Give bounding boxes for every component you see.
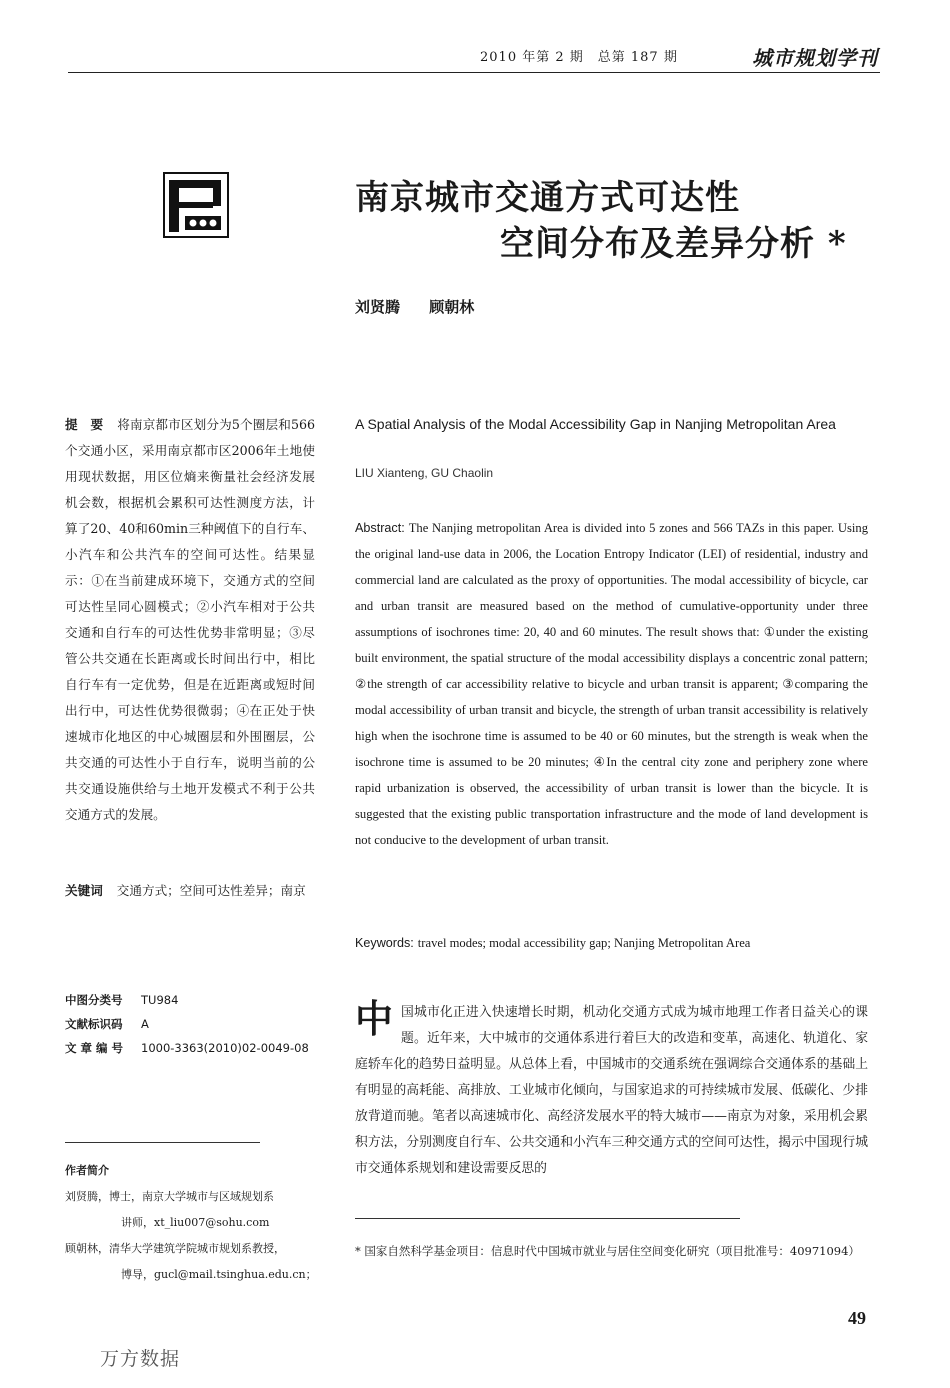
author-bio-2: 顾朝林，清华大学建筑学院城市规划系教授，	[65, 1242, 285, 1255]
journal-logo-icon	[163, 172, 229, 238]
author-bio-1: 刘贤腾，博士，南京大学城市与区域规划系	[65, 1190, 274, 1203]
watermark: 万方数据	[100, 1348, 181, 1370]
author-2: 顾朝林	[429, 298, 475, 316]
clc-row: 中图分类号 TU984	[65, 993, 179, 1007]
chinese-keywords	[65, 878, 315, 904]
author-bio-1-contact: 讲师，xt_liu007@sohu.com	[121, 1216, 270, 1229]
page-number: 49	[848, 1308, 866, 1328]
body-text: 国城市化正进入快速增长时期，机动化交通方式成为城市地理工作者日益关心的课题。近年来，大中城市的交通体系进行着巨大的改造和变革，高速化、轨道化、家庭轿车化的趋势日益明显。从总体上看，中国城市的交通系统在强调综合交通体系的基础上有明显的高耗能、高排放、工业城市化倾向，与国家追求的可持续城市发展、低碳化、少排放背道而驰。笔者以高速城市化、高经济发展水平的特大城市——南京为对象，采用机会累积方法，分别测度自行车、公共交通和小汽车三种交通方式的空间可达性，揭示中国现行城市交通体系规划和建设需要反思的	[355, 1005, 868, 1176]
keywords-label-en: Keywords:	[355, 936, 414, 950]
drop-cap: 中	[355, 996, 394, 1041]
issue-info: 2010 年第 2 期 总第 187 期	[480, 50, 678, 65]
english-authors: LIU Xianteng, GU Chaolin	[355, 466, 494, 480]
abstract-label-en: Abstract:	[355, 521, 405, 535]
author-bio-heading: 作者简介	[65, 1164, 109, 1177]
abstract-text-cn: 将南京都市区划分为5个圈层和566个交通小区，采用南京都市区2006年土地使用现状数据，用区位熵来衡量社会经济发展机会数，根据机会累积可达性测度方法，计算了20、40和60min三种阈值下的自行车、小汽车和公共汽车的空间可达性。结果显示：①在当前建成环境下，交通方式的空间可达性呈同心圆模式；②小汽车相对于公共交通和自行车的可达性优势非常明显；③尽管公共交通在长距离或长时间出行中，相比自行车有一定优势，但是在近距离或短时间出行中，可达性优势很微弱；④在正处于快速城市化地区的中心城圈层和外围圈层，公共交通的可达性小于自行车，说明当前的公共交通设施供给与土地开发模式不利于公共交通方式的发展。	[65, 417, 315, 822]
body-paragraph	[355, 996, 868, 1182]
header-rule	[68, 72, 880, 73]
keywords-text-en: travel modes; modal accessibility gap; Nanjing Metropolitan Area	[417, 936, 751, 950]
article-number-row: 文 章 编 号 1000-3363(2010)02-0049-08	[65, 1041, 309, 1055]
doc-code-row: 文献标识码 A	[65, 1017, 149, 1031]
journal-name: 城市规划学刊	[752, 46, 878, 70]
english-title: A Spatial Analysis of the Modal Accessibility Gap in Nanjing Metropolitan Area	[355, 416, 836, 432]
keywords-label-cn: 关键词	[65, 883, 103, 898]
sidebar-rule	[65, 1142, 260, 1143]
english-abstract	[355, 515, 868, 853]
footnote: * 国家自然科学基金项目：信息时代中国城市就业与居住空间变化研究（项目批准号：40971094）	[355, 1244, 860, 1258]
authors	[355, 296, 498, 317]
author-1: 刘贤腾	[355, 298, 401, 316]
chinese-abstract	[65, 412, 315, 828]
abstract-label-cn: 提 要	[65, 417, 104, 432]
title-line-1: 南京城市交通方式可达性	[355, 178, 740, 218]
title-line-2: 空间分布及差异分析 *	[500, 224, 847, 264]
classification-info	[65, 988, 345, 1060]
author-bio-2-contact: 博导，gucl@mail.tsinghua.edu.cn；	[121, 1268, 317, 1281]
english-keywords	[355, 930, 868, 956]
footnote-rule	[355, 1218, 740, 1219]
author-bio	[65, 1158, 325, 1288]
keywords-text-cn: 交通方式；空间可达性差异；南京	[116, 883, 306, 898]
abstract-text-en: The Nanjing metropolitan Area is divided into 5 zones and 566 TAZs in this paper. Using the original land-use data in 2006, the Location Entropy Indicator (LEI) of residential, industry and commercial land are calculated as the proxy of opportunities. The modal accessibility of bicycle, car and urban transit are measured based on the method of cumulative-opportunity under three assumptions of isochrones time: 20, 40 and 60 minutes. The result shows that: ①under the existing built environment, the spatial structure of the modal accessibility displays a concentric zonal pattern; ②the strength of car accessibility relative to bicycle and urban transit is apparent; ③comparing the modal accessibility of urban transit and bicycle, the strength of urban transit accessibility is relatively high when the isochrone time is assumed to be 40 or 60 minutes, but the strength is weak when the isochrone time is assumed to be 20 minutes; ④In the central city zone and periphery zone where rapid urbanization is observed, the accessibility of urban transit is lower than the bicycle. It is suggested that the existing public transportation infrastructure and the mode of land development is not conducive to the development of urban transit.	[355, 521, 868, 847]
